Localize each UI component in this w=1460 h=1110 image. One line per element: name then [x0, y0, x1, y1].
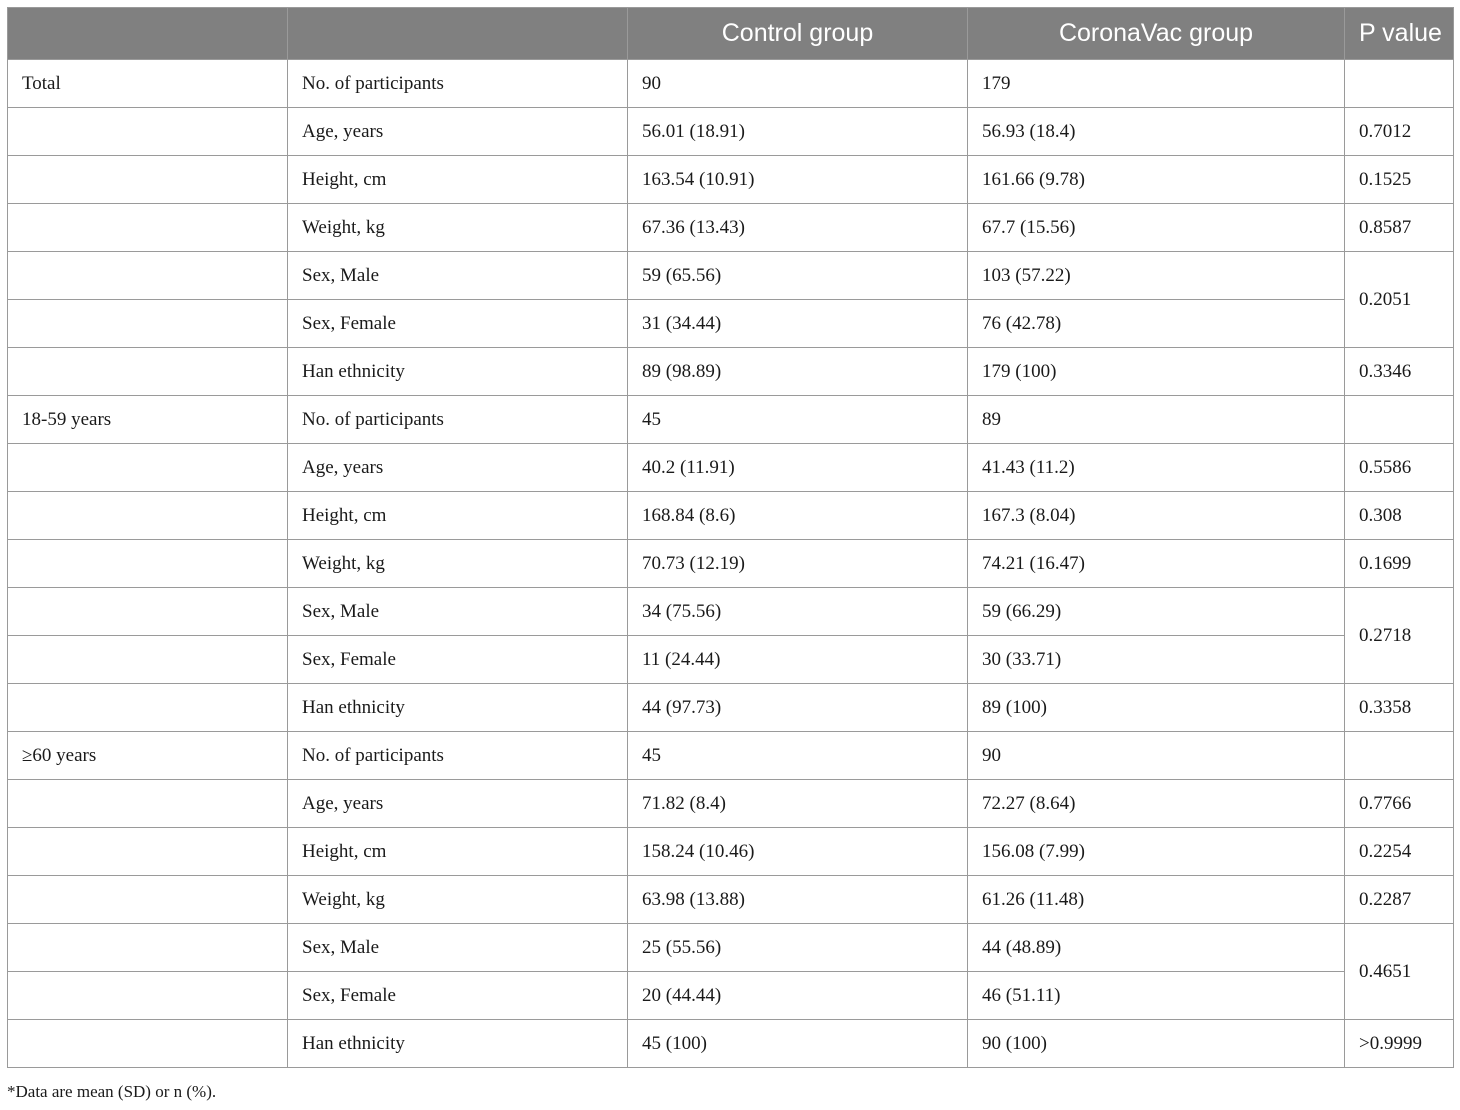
control-cell: 90: [628, 60, 968, 108]
coronavac-cell: 44 (48.89): [968, 924, 1345, 972]
group-cell: [8, 924, 288, 972]
variable-cell: No. of participants: [288, 396, 628, 444]
p-value-cell: 0.7012: [1345, 108, 1454, 156]
group-cell: [8, 972, 288, 1020]
table-row: [8, 876, 1454, 924]
p-value-cell: 0.2254: [1345, 828, 1454, 876]
control-cell: 44 (97.73): [628, 684, 968, 732]
control-cell: 34 (75.56): [628, 588, 968, 636]
group-cell: Total: [8, 60, 288, 108]
header-coronavac-group: CoronaVac group: [968, 8, 1345, 60]
coronavac-cell: 90 (100): [968, 1020, 1345, 1068]
coronavac-cell: 76 (42.78): [968, 300, 1345, 348]
table-row: [8, 204, 1454, 252]
coronavac-cell: 59 (66.29): [968, 588, 1345, 636]
coronavac-cell: 161.66 (9.78): [968, 156, 1345, 204]
header-variable: [288, 8, 628, 60]
p-value-cell: 0.1699: [1345, 540, 1454, 588]
table-row: [8, 780, 1454, 828]
p-value-cell: 0.4651: [1345, 924, 1454, 1020]
table-row: [8, 396, 1454, 444]
coronavac-cell: 89 (100): [968, 684, 1345, 732]
p-value-cell: [1345, 732, 1454, 780]
control-cell: 11 (24.44): [628, 636, 968, 684]
control-cell: 163.54 (10.91): [628, 156, 968, 204]
group-cell: [8, 540, 288, 588]
coronavac-cell: 56.93 (18.4): [968, 108, 1345, 156]
table-row: [8, 732, 1454, 780]
p-value-cell: 0.3358: [1345, 684, 1454, 732]
header-control-group: Control group: [628, 8, 968, 60]
control-cell: 56.01 (18.91): [628, 108, 968, 156]
table-row: [8, 60, 1454, 108]
group-cell: ≥60 years: [8, 732, 288, 780]
p-value-cell: [1345, 60, 1454, 108]
coronavac-cell: 89: [968, 396, 1345, 444]
group-cell: [8, 444, 288, 492]
group-cell: [8, 636, 288, 684]
variable-cell: No. of participants: [288, 60, 628, 108]
table-row: [8, 828, 1454, 876]
variable-cell: Weight, kg: [288, 204, 628, 252]
variable-cell: Sex, Male: [288, 588, 628, 636]
coronavac-cell: 30 (33.71): [968, 636, 1345, 684]
table-row: [8, 924, 1454, 972]
coronavac-cell: 41.43 (11.2): [968, 444, 1345, 492]
coronavac-cell: 61.26 (11.48): [968, 876, 1345, 924]
group-cell: [8, 876, 288, 924]
group-cell: [8, 588, 288, 636]
table-body: [8, 60, 1454, 1068]
table-row: [8, 636, 1454, 684]
variable-cell: Age, years: [288, 780, 628, 828]
coronavac-cell: 90: [968, 732, 1345, 780]
header-group: [8, 8, 288, 60]
variable-cell: Height, cm: [288, 828, 628, 876]
variable-cell: Weight, kg: [288, 876, 628, 924]
p-value-cell: >0.9999: [1345, 1020, 1454, 1068]
group-cell: [8, 300, 288, 348]
table-row: [8, 540, 1454, 588]
group-cell: 18-59 years: [8, 396, 288, 444]
table-row: [8, 156, 1454, 204]
coronavac-cell: 46 (51.11): [968, 972, 1345, 1020]
control-cell: 45 (100): [628, 1020, 968, 1068]
p-value-cell: 0.3346: [1345, 348, 1454, 396]
variable-cell: Sex, Male: [288, 924, 628, 972]
p-value-cell: 0.2051: [1345, 252, 1454, 348]
variable-cell: Han ethnicity: [288, 1020, 628, 1068]
group-cell: [8, 108, 288, 156]
coronavac-cell: 103 (57.22): [968, 252, 1345, 300]
group-cell: [8, 348, 288, 396]
control-cell: 70.73 (12.19): [628, 540, 968, 588]
p-value-cell: [1345, 396, 1454, 444]
table-row: [8, 108, 1454, 156]
p-value-cell: 0.1525: [1345, 156, 1454, 204]
table-row: [8, 684, 1454, 732]
group-cell: [8, 252, 288, 300]
variable-cell: Height, cm: [288, 156, 628, 204]
table-row: [8, 972, 1454, 1020]
control-cell: 59 (65.56): [628, 252, 968, 300]
control-cell: 158.24 (10.46): [628, 828, 968, 876]
variable-cell: No. of participants: [288, 732, 628, 780]
coronavac-cell: 156.08 (7.99): [968, 828, 1345, 876]
variable-cell: Sex, Female: [288, 972, 628, 1020]
table-row: [8, 444, 1454, 492]
table-row: [8, 588, 1454, 636]
variable-cell: Height, cm: [288, 492, 628, 540]
coronavac-cell: 179: [968, 60, 1345, 108]
control-cell: 31 (34.44): [628, 300, 968, 348]
variable-cell: Sex, Male: [288, 252, 628, 300]
table-row: [8, 252, 1454, 300]
table-row: [8, 348, 1454, 396]
table-row: [8, 1020, 1454, 1068]
p-value-cell: 0.7766: [1345, 780, 1454, 828]
control-cell: 168.84 (8.6): [628, 492, 968, 540]
coronavac-cell: 179 (100): [968, 348, 1345, 396]
table-row: [8, 300, 1454, 348]
group-cell: [8, 684, 288, 732]
table-container: [7, 7, 1453, 1068]
group-cell: [8, 1020, 288, 1068]
control-cell: 89 (98.89): [628, 348, 968, 396]
variable-cell: Sex, Female: [288, 636, 628, 684]
group-cell: [8, 828, 288, 876]
variable-cell: Weight, kg: [288, 540, 628, 588]
coronavac-cell: 167.3 (8.04): [968, 492, 1345, 540]
control-cell: 25 (55.56): [628, 924, 968, 972]
control-cell: 45: [628, 732, 968, 780]
participants-table: [7, 7, 1454, 1068]
p-value-cell: 0.8587: [1345, 204, 1454, 252]
group-cell: [8, 204, 288, 252]
p-value-cell: 0.5586: [1345, 444, 1454, 492]
group-cell: [8, 156, 288, 204]
variable-cell: Age, years: [288, 108, 628, 156]
control-cell: 63.98 (13.88): [628, 876, 968, 924]
p-value-cell: 0.308: [1345, 492, 1454, 540]
variable-cell: Sex, Female: [288, 300, 628, 348]
table-row: [8, 492, 1454, 540]
control-cell: 71.82 (8.4): [628, 780, 968, 828]
header-row: [8, 8, 1454, 60]
p-value-cell: 0.2287: [1345, 876, 1454, 924]
group-cell: [8, 492, 288, 540]
coronavac-cell: 67.7 (15.56): [968, 204, 1345, 252]
control-cell: 40.2 (11.91): [628, 444, 968, 492]
p-value-cell: 0.2718: [1345, 588, 1454, 684]
header-p-value: P value: [1345, 8, 1454, 60]
control-cell: 20 (44.44): [628, 972, 968, 1020]
control-cell: 45: [628, 396, 968, 444]
variable-cell: Han ethnicity: [288, 348, 628, 396]
variable-cell: Han ethnicity: [288, 684, 628, 732]
group-cell: [8, 780, 288, 828]
coronavac-cell: 74.21 (16.47): [968, 540, 1345, 588]
variable-cell: Age, years: [288, 444, 628, 492]
coronavac-cell: 72.27 (8.64): [968, 780, 1345, 828]
table-footnote: *Data are mean (SD) or n (%).: [7, 1082, 217, 1101]
control-cell: 67.36 (13.43): [628, 204, 968, 252]
